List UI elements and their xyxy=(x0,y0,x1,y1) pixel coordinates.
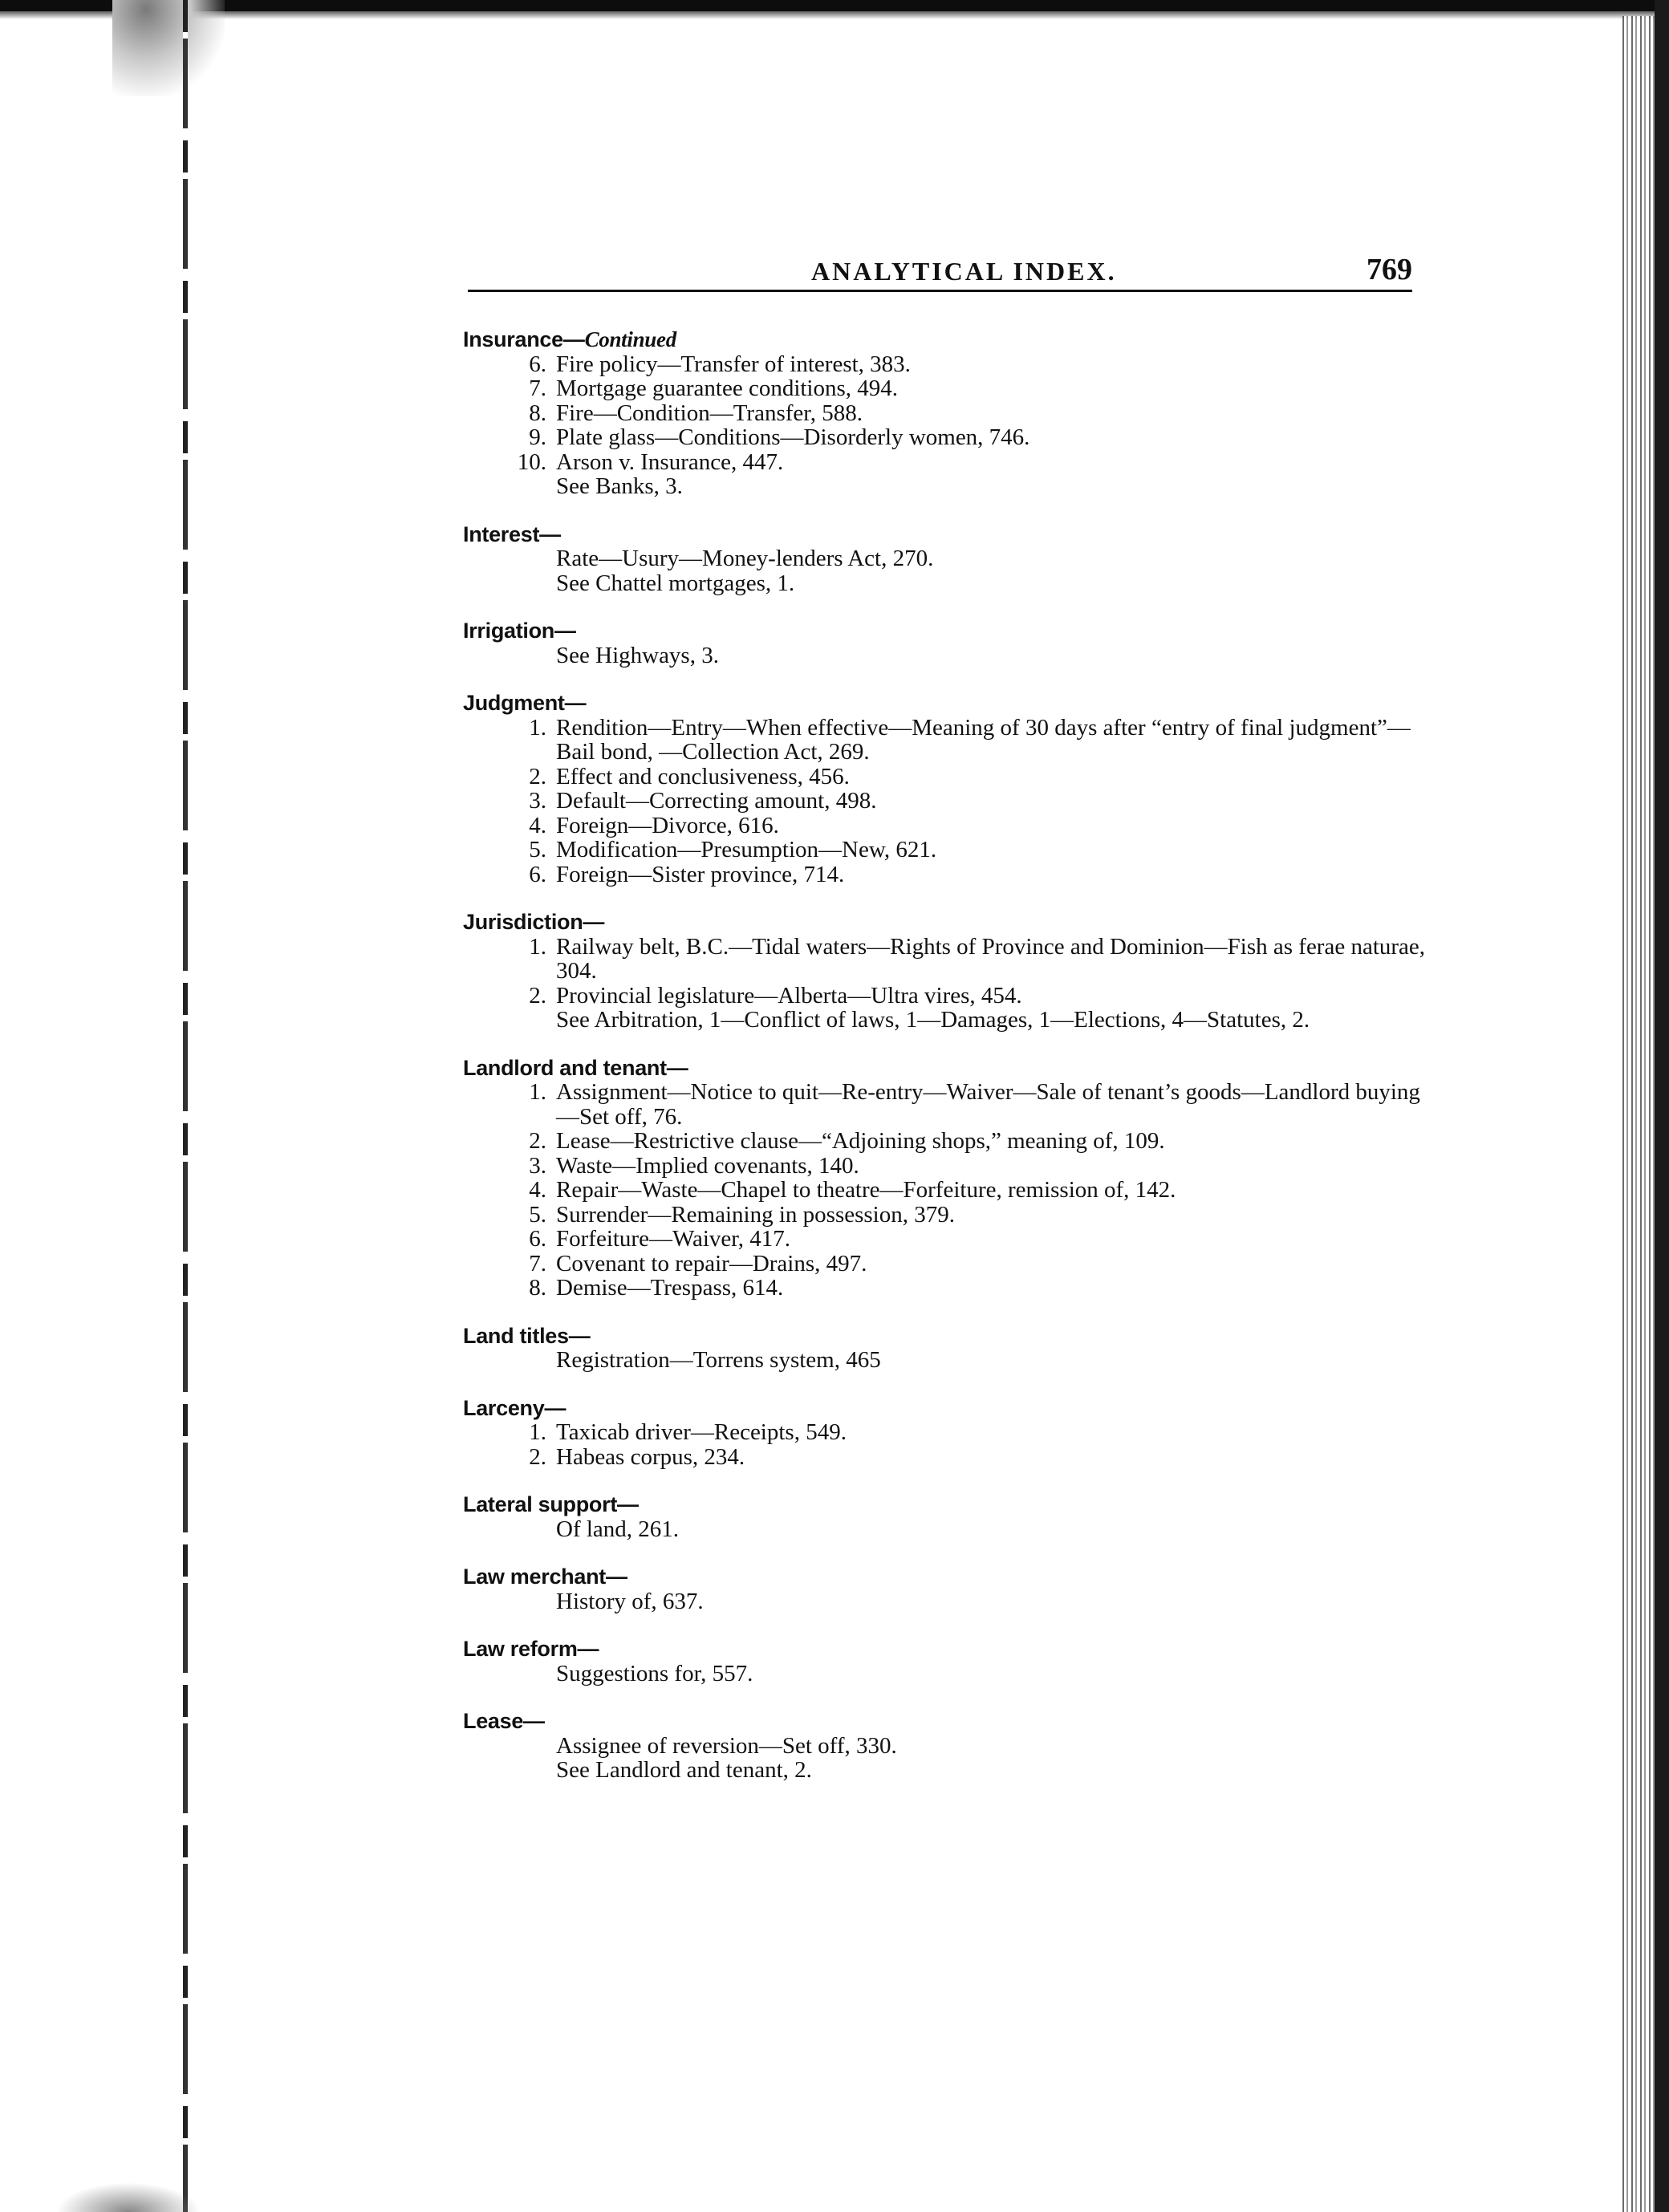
index-line xyxy=(463,765,1426,789)
index-line xyxy=(463,571,1426,596)
index-line xyxy=(463,1517,1426,1542)
line-text: Registration—Torrens system, 465 xyxy=(556,1347,881,1373)
index-line xyxy=(463,643,1426,668)
line-text: Of land, 261. xyxy=(556,1516,680,1542)
line-number: 4. xyxy=(529,812,546,838)
index-entry xyxy=(463,1709,1426,1783)
line-number: 6. xyxy=(529,861,546,887)
line-text: Arson v. Insurance, 447. xyxy=(556,448,784,475)
entry-lines xyxy=(463,1662,1426,1686)
entry-heading-text: Judgment— xyxy=(463,691,587,715)
continued-label: Continued xyxy=(584,327,676,351)
line-text: Taxicab driver—Receipts, 549. xyxy=(556,1419,847,1445)
line-text: Surrender—Remaining in possession, 379. xyxy=(556,1201,955,1228)
entry-heading-text: Insurance— xyxy=(463,327,585,351)
line-text: See Banks, 3. xyxy=(556,473,683,499)
header-rule xyxy=(468,290,1412,292)
scan-border-right xyxy=(1655,0,1669,2212)
index-line xyxy=(463,474,1426,499)
index-line xyxy=(463,1252,1426,1276)
index-line xyxy=(463,1662,1426,1686)
entry-lines xyxy=(463,935,1426,1033)
entry-heading xyxy=(463,619,1426,643)
entry-lines xyxy=(463,1348,1426,1373)
entry-heading xyxy=(463,1565,1426,1589)
line-text: See Landlord and tenant, 2. xyxy=(556,1757,812,1783)
index-line xyxy=(463,546,1426,571)
entry-heading xyxy=(463,522,1426,547)
line-number: 3. xyxy=(529,1152,546,1179)
line-number: 2. xyxy=(529,982,546,1009)
line-text: Default—Correcting amount, 498. xyxy=(556,788,877,814)
index-line xyxy=(463,1734,1426,1759)
entry-heading-text: Jurisdiction— xyxy=(463,910,605,934)
entry-lines xyxy=(463,1517,1426,1542)
line-text: Rate—Usury—Money-lenders Act, 270. xyxy=(556,546,934,571)
line-number: 2. xyxy=(529,1128,546,1154)
entry-heading-text: Lease— xyxy=(463,1709,545,1733)
index-line xyxy=(463,450,1426,475)
line-text: History of, 637. xyxy=(556,1588,704,1614)
line-text: Covenant to repair—Drains, 497. xyxy=(556,1250,867,1276)
line-text: Repair—Waste—Chapel to theatre—Forfeiture, remission of, 142. xyxy=(556,1177,1176,1203)
running-head: ANALYTICAL INDEX. xyxy=(811,257,1117,286)
entry-heading xyxy=(463,1324,1426,1349)
line-text: Lease—Restrictive clause—“Adjoining shops,” meaning of, 109. xyxy=(556,1128,1165,1154)
line-number: 8. xyxy=(529,1275,546,1301)
line-number: 1. xyxy=(529,1419,546,1445)
line-number: 6. xyxy=(529,1226,546,1252)
line-text: Fire policy—Transfer of interest, 383. xyxy=(556,351,911,377)
index-entry xyxy=(463,1396,1426,1470)
line-text: See Highways, 3. xyxy=(556,642,719,668)
index-line xyxy=(463,1008,1426,1033)
index-entry xyxy=(463,691,1426,887)
line-number: 9. xyxy=(529,424,546,450)
entry-heading xyxy=(463,1056,1426,1081)
entry-lines xyxy=(463,1734,1426,1783)
page-header xyxy=(468,253,1412,294)
scan-border-left xyxy=(183,0,188,2212)
line-text: See Arbitration, 1—Conflict of laws, 1—Damages, 1—Elections, 4—Statutes, 2. xyxy=(556,1007,1310,1033)
entry-heading-text: Lateral support— xyxy=(463,1492,639,1516)
page-number: 769 xyxy=(1366,253,1412,286)
line-number: 8. xyxy=(529,400,546,426)
line-text: Plate glass—Conditions—Disorderly women, 746. xyxy=(556,424,1030,450)
entry-heading xyxy=(463,1492,1426,1517)
line-text: Railway belt, B.C.—Tidal waters—Rights of Province and Dominion—Fish as ferae naturae, 304. xyxy=(556,933,1426,984)
index-line xyxy=(463,1758,1426,1783)
index-line xyxy=(463,352,1426,377)
index-line xyxy=(463,984,1426,1009)
line-text: See Chattel mortgages, 1. xyxy=(556,570,795,596)
line-number: 2. xyxy=(529,1443,546,1470)
line-text: Habeas corpus, 234. xyxy=(556,1443,745,1470)
index-line xyxy=(463,1420,1426,1445)
index-line xyxy=(463,1276,1426,1301)
index-entry xyxy=(463,1492,1426,1541)
scan-noise-right xyxy=(1622,16,1655,2212)
line-text: Foreign—Sister province, 714. xyxy=(556,861,845,887)
entry-lines xyxy=(463,352,1426,499)
scan-shadow-top xyxy=(0,11,1669,19)
line-number: 6. xyxy=(529,351,546,377)
index-line xyxy=(463,1203,1426,1228)
line-number: 10. xyxy=(517,448,546,475)
entry-lines xyxy=(463,1080,1426,1301)
index-line xyxy=(463,1080,1426,1129)
entry-heading-text: Interest— xyxy=(463,522,561,546)
index-entry xyxy=(463,1637,1426,1686)
entry-heading xyxy=(463,910,1426,935)
index-line xyxy=(463,789,1426,814)
entry-heading xyxy=(463,1396,1426,1421)
index-line xyxy=(463,1154,1426,1179)
index-line xyxy=(463,935,1426,984)
line-text: Effect and conclusiveness, 456. xyxy=(556,763,850,789)
line-number: 1. xyxy=(529,714,546,741)
line-number: 7. xyxy=(529,375,546,401)
index-entry xyxy=(463,1056,1426,1301)
index-line xyxy=(463,862,1426,887)
entry-lines xyxy=(463,546,1426,595)
line-text: Forfeiture—Waiver, 417. xyxy=(556,1226,791,1252)
index-line xyxy=(463,1178,1426,1203)
entry-lines xyxy=(463,1589,1426,1614)
index-line xyxy=(463,1348,1426,1373)
line-number: 5. xyxy=(529,837,546,862)
index-entry xyxy=(463,327,1426,499)
line-text: Suggestions for, 557. xyxy=(556,1660,753,1686)
line-text: Waste—Implied covenants, 140. xyxy=(556,1152,859,1179)
index-entry xyxy=(463,910,1426,1033)
line-number: 7. xyxy=(529,1250,546,1276)
index-line xyxy=(463,838,1426,862)
index-line xyxy=(463,1227,1426,1252)
line-text: Fire—Condition—Transfer, 588. xyxy=(556,400,863,426)
line-text: Foreign—Divorce, 616. xyxy=(556,812,779,838)
index-entry xyxy=(463,1565,1426,1613)
entry-heading xyxy=(463,1637,1426,1662)
line-text: Assignment—Notice to quit—Re-entry—Waiver—Sale of tenant’s goods—Landlord buying—Set off, 76. xyxy=(556,1079,1420,1130)
line-text: Demise—Trespass, 614. xyxy=(556,1275,784,1301)
line-number: 2. xyxy=(529,763,546,789)
index-line xyxy=(463,401,1426,426)
line-number: 1. xyxy=(529,933,546,960)
index-line xyxy=(463,425,1426,450)
index-line xyxy=(463,716,1426,765)
line-text: Modification—Presumption—New, 621. xyxy=(556,837,937,862)
line-text: Mortgage guarantee conditions, 494. xyxy=(556,375,899,401)
index-line xyxy=(463,376,1426,401)
entry-lines xyxy=(463,716,1426,887)
scan-smudge xyxy=(112,0,225,96)
entry-heading-text: Land titles— xyxy=(463,1323,591,1348)
index-entry xyxy=(463,619,1426,668)
scan-smudge-bottom xyxy=(56,2182,201,2212)
entry-lines xyxy=(463,643,1426,668)
scan-border-top xyxy=(0,0,1669,11)
line-number: 5. xyxy=(529,1201,546,1228)
line-number: 4. xyxy=(529,1177,546,1203)
line-number: 3. xyxy=(529,788,546,814)
index-line xyxy=(463,1129,1426,1154)
line-text: Assignee of reversion—Set off, 330. xyxy=(556,1732,897,1759)
line-text: Rendition—Entry—When effective—Meaning of 30 days after “entry of final judgment”—Bail bond, —Collection Act, 269. xyxy=(556,714,1411,765)
line-text: Provincial legislature—Alberta—Ultra vires, 454. xyxy=(556,982,1022,1009)
entry-heading xyxy=(463,1709,1426,1734)
index-body xyxy=(463,327,1426,1806)
entry-lines xyxy=(463,1420,1426,1469)
line-number: 1. xyxy=(529,1079,546,1105)
index-line xyxy=(463,1445,1426,1470)
entry-heading xyxy=(463,327,1426,352)
entry-heading-text: Larceny— xyxy=(463,1395,566,1420)
entry-heading-text: Landlord and tenant— xyxy=(463,1055,688,1080)
index-entry xyxy=(463,1324,1426,1373)
entry-heading-text: Law reform— xyxy=(463,1637,599,1661)
index-line xyxy=(463,814,1426,838)
index-line xyxy=(463,1589,1426,1614)
index-entry xyxy=(463,522,1426,596)
entry-heading xyxy=(463,691,1426,716)
entry-heading-text: Irrigation— xyxy=(463,619,576,643)
entry-heading-text: Law merchant— xyxy=(463,1565,627,1589)
